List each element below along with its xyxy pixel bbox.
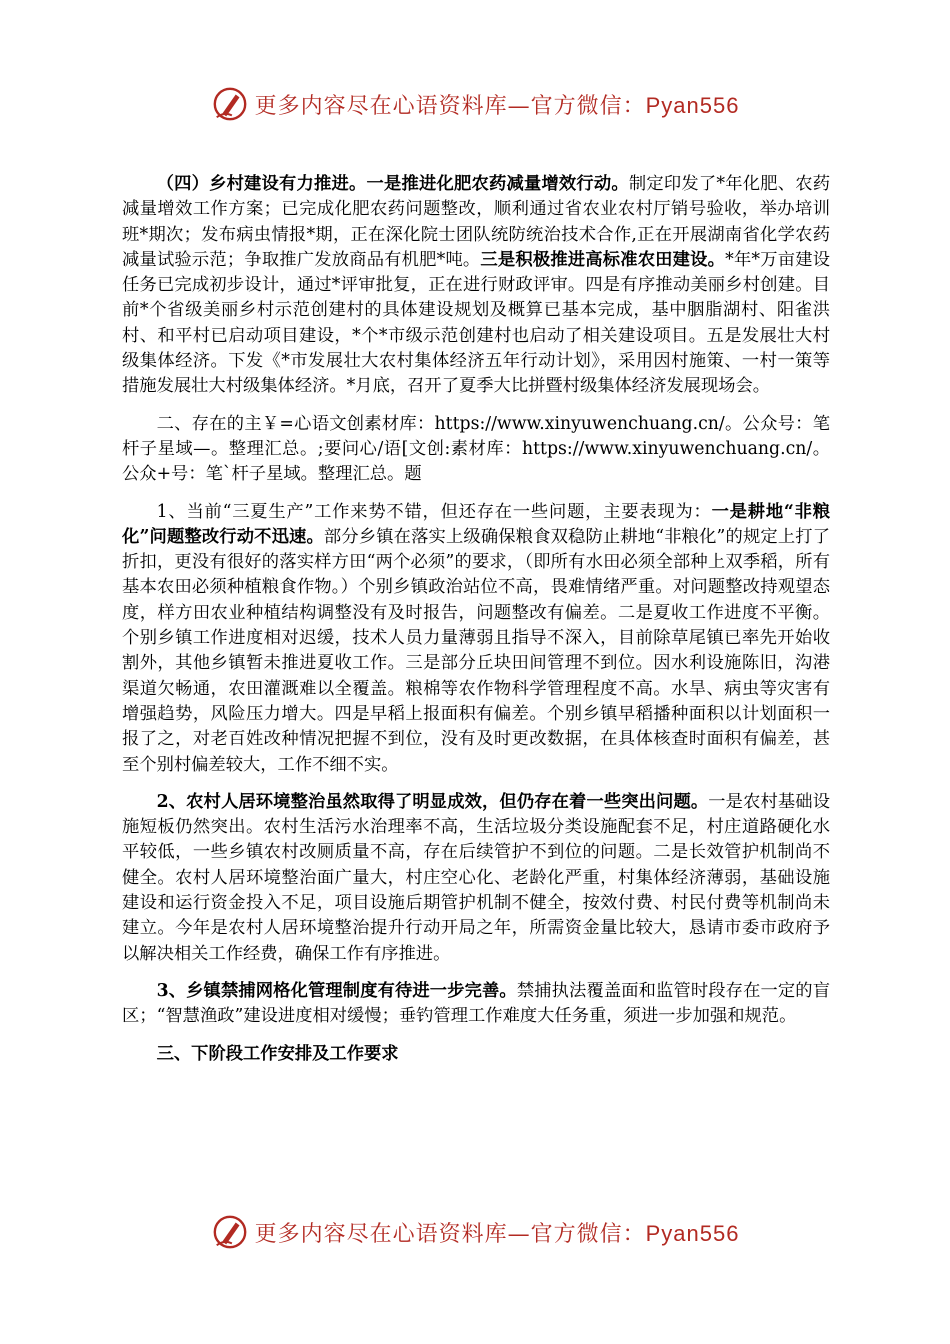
pen-seal-logo-icon — [211, 1213, 249, 1251]
footer-watermark-banner — [0, 1212, 950, 1252]
section-heading-next-steps: 三、下阶段工作安排及工作要求 — [156, 1043, 399, 1064]
paragraph-problem-3: 3、乡镇禁捕网格化管理制度有待进一步完善。禁捕执法覆盖面和监管时段存在一定的盲区；“智慧渔政”建设进度相对缓慢；垂钓管理工作难度大任务重，须进一步加强和规范。 — [122, 980, 830, 1027]
paragraph-rural-construction: （四）乡村建设有力推进。一是推进化肥农药减量增效行动。制定印发了*年化肥、农药减量增效工作方案；已完成化肥农药问题整改，顺利通过省农业农村厅销号验收，举办培训班*期次；发布病虫情报*期，正在深化院士团队统防统治技术合作,正在开展湖南省化学农药减量试验示范；争取推广发放商品有机肥*吨。三是积极推进高标准农田建设。*年*万亩建设任务已完成初步设计，通过*评审批复，正在进行财政评审。四是有序推动美丽乡村创建。目前*个省级美丽乡村示范创建村的具体建设规划及概算已基本完成，基中胭脂湖村、阳雀洪村、和平村已启动项目建设，*个*市级示范创建村也启动了相关建设项目。五是发展壮大村级集体经济。下发《*市发展壮大农村集体经济五年行动计划》，采用因村施策、一村一策等措施发展壮大村级集体经济。*月底，召开了夏季大比拼暨村级集体经济发展现场会。 — [122, 174, 830, 397]
wechat-id: Pyan556 — [645, 92, 740, 118]
paragraph-problem-1: 1、当前“三夏生产”工作来势不错，但还存在一些问题，主要表现为：一是耕地“非粮化”问题整改行动不迅速。部分乡镇在落实上级确保粮食双稳防止耕地“非粮化”的规定上打了折扣，更没有很好的落实样方田“两个必须”的要求，（即所有水田必须全部种上双季稻，所有基本农田必须种植粮食作物。）个别乡镇政治站位不高，畏难情绪严重。对问题整改持观望态度，样方田农业种植结构调整没有及时报告，问题整改有偏差。二是夏收工作进度不平衡。个别乡镇工作进度相对迟缓，技术人员力量薄弱且指导不深入，目前除草尾镇已率先开始收割外，其他乡镇暂未推进夏收工作。三是部分丘块田间管理不到位。因水利设施陈旧，沟港渠道欠畅通，农田灌溉难以全覆盖。粮棉等农作物科学管理程度不高。水旱、病虫等灾害有增强趋势，风险压力增大。四是早稻上报面积有偏差。个别乡镇早稻播种面积以计划面积一报了之，对老百姓改种情况把握不到位，没有及时更改数据，在具体核查时面积有偏差，甚至个别村偏差较大，工作不细不实。 — [122, 501, 830, 775]
watermark-text: 更多内容尽在心语资料库—官方微信：Pyan556 — [254, 92, 740, 119]
pen-seal-logo-icon — [211, 85, 249, 123]
paragraph-problems-heading: 二、存在的主￥=心语文创素材库：https://www.xinyuwenchuang.cn/。公众号：笔杆子星域—。整理汇总。;要问心/语[文创:素材库：https://www.xinyuwenchuang.cn/。公众+号：笔`杆子星域。整理汇总。题 — [122, 413, 830, 485]
header-watermark-banner — [0, 84, 950, 124]
paragraph-problem-2: 2、农村人居环境整治虽然取得了明显成效，但仍存在着一些突出问题。一是农村基础设施短板仍然突出。农村生活污水治理率不高，生活垃圾分类设施配套不足，村庄道路硬化水平较低，一些乡镇农村改厕质量不高，存在后续管护不到位的问题。二是长效管护机制尚不健全。农村人居环境整治面广量大，村庄空心化、老龄化严重，村集体经济薄弱，基础设施建设和运行资金投入不足，项目设施后期管护机制不健全，按效付费、村民付费等机制尚未建立。今年是农村人居环境整治提升行动开局之年，所需资金量比较大，恳请市委市政府予以解决相关工作经费，确保工作有序推进。 — [122, 791, 830, 964]
watermark-text: 更多内容尽在心语资料库—官方微信：Pyan556 — [254, 1220, 740, 1247]
document-body — [122, 172, 830, 1079]
wechat-id: Pyan556 — [645, 1220, 740, 1246]
